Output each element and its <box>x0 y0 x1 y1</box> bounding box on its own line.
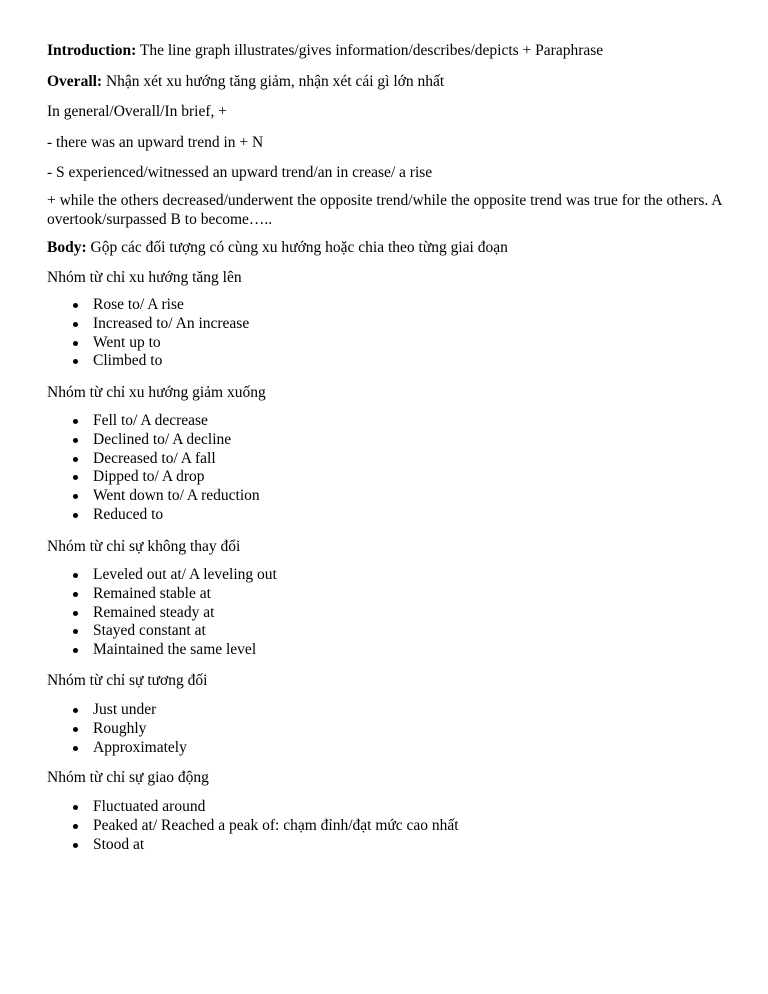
overall-line-3: - S experienced/witnessed an upward trend/an in crease/ a rise <box>47 164 433 181</box>
introduction-text: The line graph illustrates/gives information/describes/depicts + Paraphrase <box>136 42 604 59</box>
list-item: Stood at <box>47 836 459 855</box>
list-item: Rose to/ A rise <box>47 296 249 315</box>
list-item: Increased to/ An increase <box>47 315 249 334</box>
overall-line-4: + while the others decreased/underwent the opposite trend/while the opposite trend was true for the others. A overtook/surpassed B to become….. <box>47 192 722 228</box>
list-item: Climbed to <box>47 352 249 371</box>
nochange-list <box>47 566 277 660</box>
nochange-heading: Nhóm từ chỉ sự không thay đổi <box>47 538 241 555</box>
overall-line-2: - there was an upward trend in + N <box>47 134 264 151</box>
relative-heading: Nhóm từ chỉ sự tương đối <box>47 672 208 689</box>
relative-list <box>47 701 187 757</box>
list-item: Roughly <box>47 720 187 739</box>
list-item: Remained stable at <box>47 585 277 604</box>
fluctuation-list <box>47 798 459 854</box>
list-item: Decreased to/ A fall <box>47 450 260 469</box>
increase-heading: Nhóm từ chỉ xu hướng tăng lên <box>47 269 242 286</box>
list-item: Fell to/ A decrease <box>47 412 260 431</box>
list-item: Just under <box>47 701 187 720</box>
list-item: Stayed constant at <box>47 622 277 641</box>
decrease-list <box>47 412 260 525</box>
list-item: Went up to <box>47 334 249 353</box>
overall-label: Overall: <box>47 73 103 90</box>
overall-text: Nhận xét xu hướng tăng giảm, nhận xét cái gì lớn nhất <box>102 73 445 90</box>
body-label: Body: <box>47 239 87 256</box>
body-text: Gộp các đối tượng có cùng xu hướng hoặc chia theo từng giai đoạn <box>86 239 508 256</box>
overall-line-1: In general/Overall/In brief, + <box>47 103 228 120</box>
list-item: Declined to/ A decline <box>47 431 260 450</box>
increase-list <box>47 296 249 371</box>
overall-paragraph <box>47 72 728 91</box>
introduction-label: Introduction: <box>47 42 137 59</box>
decrease-heading: Nhóm từ chỉ xu hướng giảm xuống <box>47 384 266 401</box>
list-item: Approximately <box>47 739 187 758</box>
list-item: Maintained the same level <box>47 641 277 660</box>
list-item: Leveled out at/ A leveling out <box>47 566 277 585</box>
body-paragraph <box>47 238 728 257</box>
introduction-paragraph <box>47 41 728 60</box>
fluctuation-heading: Nhóm từ chỉ sự giao động <box>47 769 209 786</box>
list-item: Went down to/ A reduction <box>47 487 260 506</box>
list-item: Reduced to <box>47 506 260 525</box>
list-item: Dipped to/ A drop <box>47 468 260 487</box>
list-item: Peaked at/ Reached a peak of: chạm đỉnh/đạt mức cao nhất <box>47 817 459 836</box>
list-item: Remained steady at <box>47 604 277 623</box>
list-item: Fluctuated around <box>47 798 459 817</box>
